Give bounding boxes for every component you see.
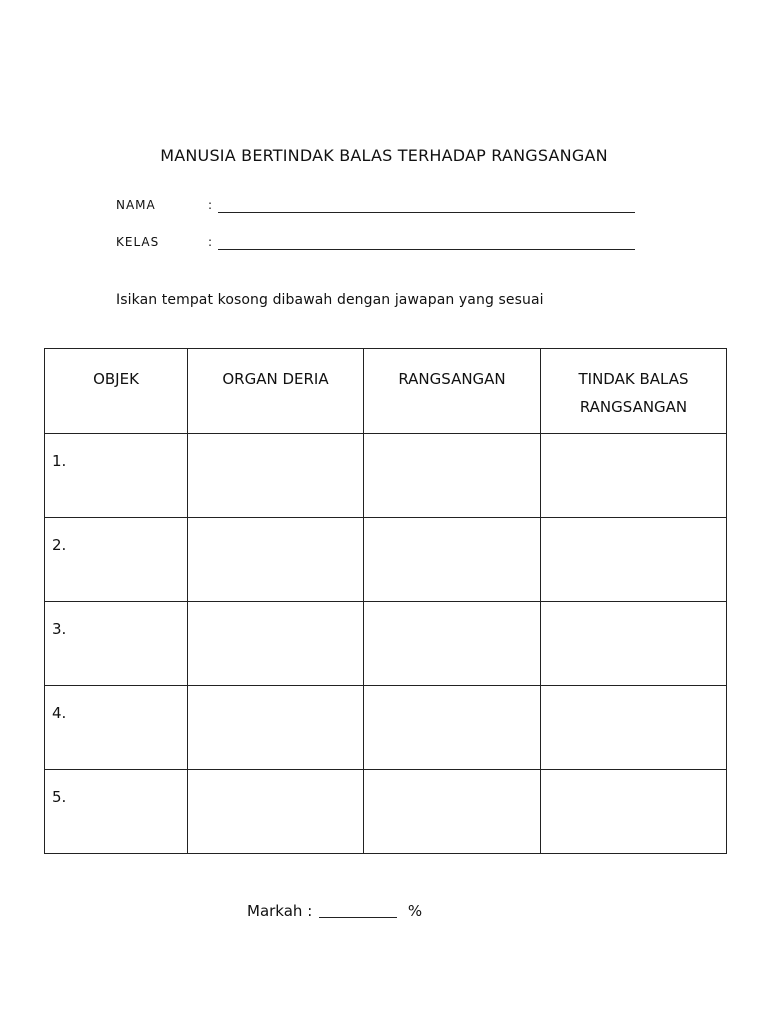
answer-cell[interactable]	[541, 602, 727, 686]
answer-table	[44, 348, 727, 854]
marks-label: Markah :	[247, 902, 313, 920]
answer-cell[interactable]	[364, 518, 541, 602]
name-field[interactable]	[218, 212, 635, 213]
class-colon: :	[208, 235, 213, 249]
row-number[interactable]: 3.	[45, 602, 188, 686]
marks-field[interactable]	[319, 917, 397, 918]
answer-cell[interactable]	[188, 686, 364, 770]
answer-cell[interactable]	[364, 602, 541, 686]
header-rangsangan: RANGSANGAN	[364, 349, 541, 434]
marks-footer	[247, 902, 422, 920]
row-number[interactable]: 2.	[45, 518, 188, 602]
header-organ-deria: ORGAN DERIA	[188, 349, 364, 434]
answer-cell[interactable]	[188, 434, 364, 518]
header-tindak-balas-text: TINDAK BALAS RANGSANGAN	[578, 370, 689, 416]
table-row	[45, 686, 727, 770]
table-row	[45, 518, 727, 602]
answer-cell[interactable]	[364, 686, 541, 770]
worksheet-title: MANUSIA BERTINDAK BALAS TERHADAP RANGSANGAN	[160, 146, 608, 165]
row-number[interactable]: 1.	[45, 434, 188, 518]
row-number[interactable]: 4.	[45, 686, 188, 770]
answer-cell[interactable]	[541, 686, 727, 770]
answer-cell[interactable]	[541, 518, 727, 602]
answer-cell[interactable]	[364, 770, 541, 854]
answer-cell[interactable]	[541, 770, 727, 854]
answer-cell[interactable]	[188, 602, 364, 686]
instruction-text: Isikan tempat kosong dibawah dengan jawapan yang sesuai	[116, 292, 544, 308]
table-row	[45, 602, 727, 686]
marks-unit: %	[407, 902, 423, 920]
table-row	[45, 434, 727, 518]
table-header-row	[45, 349, 727, 434]
answer-cell[interactable]	[188, 518, 364, 602]
table-row	[45, 770, 727, 854]
header-tindak-balas	[541, 349, 727, 434]
answer-cell[interactable]	[541, 434, 727, 518]
name-label: NAMA	[116, 198, 156, 212]
class-label: KELAS	[116, 235, 160, 249]
class-field[interactable]	[218, 249, 635, 250]
name-colon: :	[208, 198, 213, 212]
header-objek: OBJEK	[45, 349, 188, 434]
row-number[interactable]: 5.	[45, 770, 188, 854]
answer-cell[interactable]	[188, 770, 364, 854]
answer-cell[interactable]	[364, 434, 541, 518]
